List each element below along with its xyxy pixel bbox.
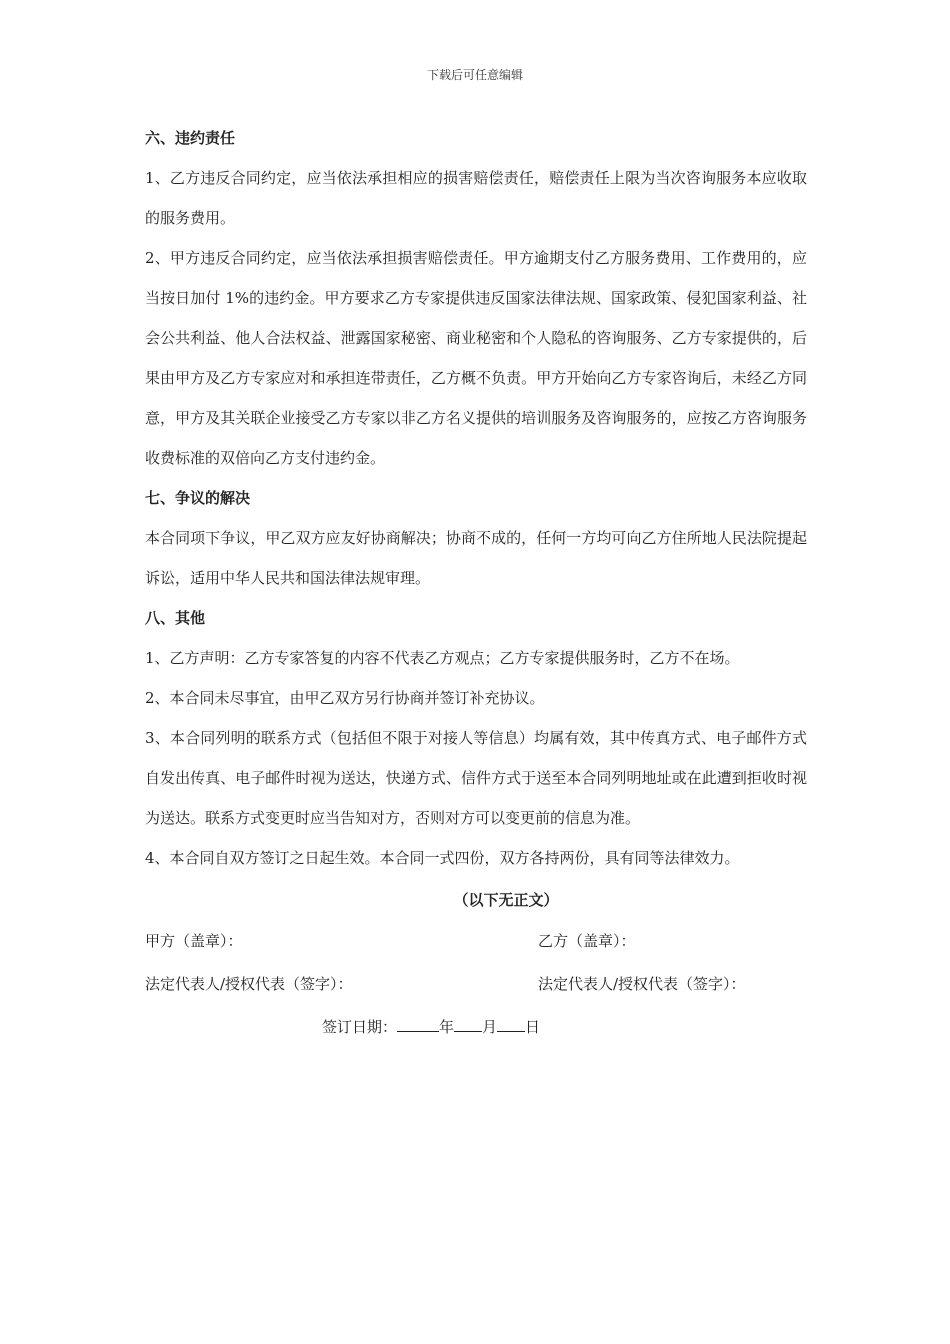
section-8-clause-4: 4、本合同自双方签订之日起生效。本合同一式四份，双方各持两份，具有同等法律效力。 — [145, 849, 740, 867]
section-6-clause-2: 2、甲方违反合同约定，应当依法承担损害赔偿责任。甲方逾期支付乙方服务费用、工作费用的，应当按日加付 1%的违约金。甲方要求乙方专家提供违反国家法律法规、国家政策、侵犯国家利益、社会公共利益、他人合法权益、泄露国家秘密、商业秘密和个人隐私的咨询服务、乙方专家提供的，后果由甲方及乙方专家应对和承担连带责任，乙方概不负责。甲方开始向乙方专家咨询后，未经乙方同意，甲方及其关联企业接受乙方专家以非乙方名义提供的培训服务及咨询服务的，应按乙方咨询服务收费标准的双倍向乙方支付违约金。 — [145, 249, 807, 467]
end-of-text-note: （以下无正文） — [453, 891, 559, 909]
section-8-clause-2: 2、本合同未尽事宜，由甲乙双方另行协商并签订补充协议。 — [145, 689, 545, 707]
section-8-clause-1: 1、乙方声明：乙方专家答复的内容不代表乙方观点；乙方专家提供服务时，乙方不在场。 — [145, 649, 740, 667]
signing-date-line — [145, 1006, 807, 1049]
party-a-seal-label: 甲方（盖章）： — [145, 932, 243, 950]
representative-row — [145, 963, 807, 1006]
day-label: 日 — [525, 1018, 541, 1036]
year-blank — [397, 1017, 439, 1032]
section-8-title: 八、其他 — [145, 609, 206, 627]
party-b-seal-label: 乙方（盖章）： — [538, 932, 636, 950]
party-b-representative-label: 法定代表人/授权代表（签字）： — [538, 975, 746, 993]
day-blank — [497, 1017, 525, 1032]
contract-body — [145, 118, 807, 1049]
seal-row — [145, 920, 807, 963]
section-6-title: 六、违约责任 — [145, 129, 236, 147]
header-note: 下载后可任意编辑 — [426, 68, 523, 82]
section-8-clause-3: 3、本合同列明的联系方式（包括但不限于对接人等信息）均属有效，其中传真方式、电子邮件方式自发出传真、电子邮件时视为送达，快递方式、信件方式于送至本合同列明地址或在此遭到拒收时视为送达。联系方式变更时应当告知对方，否则对方可以变更前的信息为准。 — [145, 729, 807, 827]
section-7-clause-1: 本合同项下争议，甲乙双方应友好协商解决；协商不成的，任何一方均可向乙方住所地人民法院提起诉讼，适用中华人民共和国法律法规审理。 — [145, 529, 807, 587]
month-blank — [454, 1017, 482, 1032]
year-label: 年 — [439, 1018, 455, 1036]
section-7-title: 七、争议的解决 — [145, 489, 251, 507]
signing-date-label: 签订日期： — [322, 1018, 398, 1036]
party-a-representative-label: 法定代表人/授权代表（签字）： — [145, 975, 353, 993]
month-label: 月 — [482, 1018, 498, 1036]
section-6-clause-1: 1、乙方违反合同约定，应当依法承担相应的损害赔偿责任，赔偿责任上限为当次咨询服务本应收取的服务费用。 — [145, 169, 807, 227]
